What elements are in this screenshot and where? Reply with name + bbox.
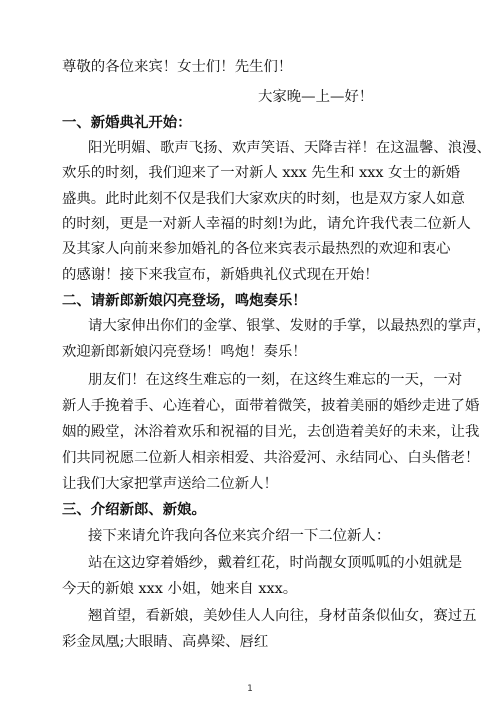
paragraph-line: 今天的新娘 xxx 小姐，她来自 xxx。: [62, 581, 298, 597]
paragraph-line: 翘首望，看新娘，美妙佳人人向往，身材苗条似仙女，赛过五: [88, 608, 477, 624]
paragraph-line: 站在这边穿着婚纱，戴着红花，时尚靓女顶呱呱的小姐就是: [88, 555, 463, 571]
paragraph-line: 欢乐的时刻，我们迎来了一对新人 xxx 先生和 xxx 女士的新婚: [62, 165, 460, 181]
paragraph-line: 请大家伸出你们的金掌、银掌、发财的手掌，以最热烈的掌声，: [88, 318, 491, 334]
page-number: 1: [247, 684, 253, 694]
paragraph-line: 的感谢！接下来我宣布，新婚典礼仪式现在开始！: [62, 267, 379, 283]
section-heading: 二、请新郎新娘闪亮登场，鸣炮奏乐！: [62, 292, 307, 309]
paragraph-line: 彩金凤凰;大眼睛、高鼻梁、唇红: [62, 634, 269, 650]
paragraph-line: 新人手挽着手、心连着心，面带着微笑，披着美丽的婚纱走进了婚: [62, 398, 480, 414]
paragraph-line: 阳光明媚、歌声飞扬、欢声笑语、天降吉祥！在这温馨、浪漫、: [88, 140, 491, 156]
paragraph-line: 让我们大家把掌声送给二位新人！: [62, 476, 278, 492]
section-heading: 一、新婚典礼开始：: [62, 114, 192, 131]
salutation: 尊敬的各位来宾！女士们！先生们！: [62, 59, 293, 75]
section-heading: 三、介绍新郎、新娘。: [62, 501, 206, 518]
paragraph-line: 接下来请允许我向各位来宾介绍一下二位新人：: [88, 528, 391, 544]
paragraph-line: 朋友们！在这终生难忘的一刻，在这终生难忘的一天，一对: [88, 372, 463, 388]
paragraph-line: 盛典。此时此刻不仅是我们大家欢庆的时刻，也是双方家人如意: [62, 191, 465, 207]
paragraph-line: 欢迎新郎新娘闪亮登场！鸣炮！奏乐！: [62, 344, 307, 360]
paragraph-line: 及其家人向前来参加婚礼的各位来宾表示最热烈的欢迎和衷心: [62, 241, 451, 257]
paragraph-line: 们共同祝愿二位新人相亲相爱、共浴爱河、永结同心、白头偕老！: [62, 450, 480, 466]
paragraph-line: 的时刻，更是一对新人幸福的时刻!为此，请允许我代表二位新人: [62, 216, 471, 232]
paragraph-line: 姻的殿堂，沐浴着欢乐和祝福的目光，去创造着美好的未来，让我: [62, 424, 480, 440]
greeting: 大家晚—上—好！: [258, 89, 374, 105]
